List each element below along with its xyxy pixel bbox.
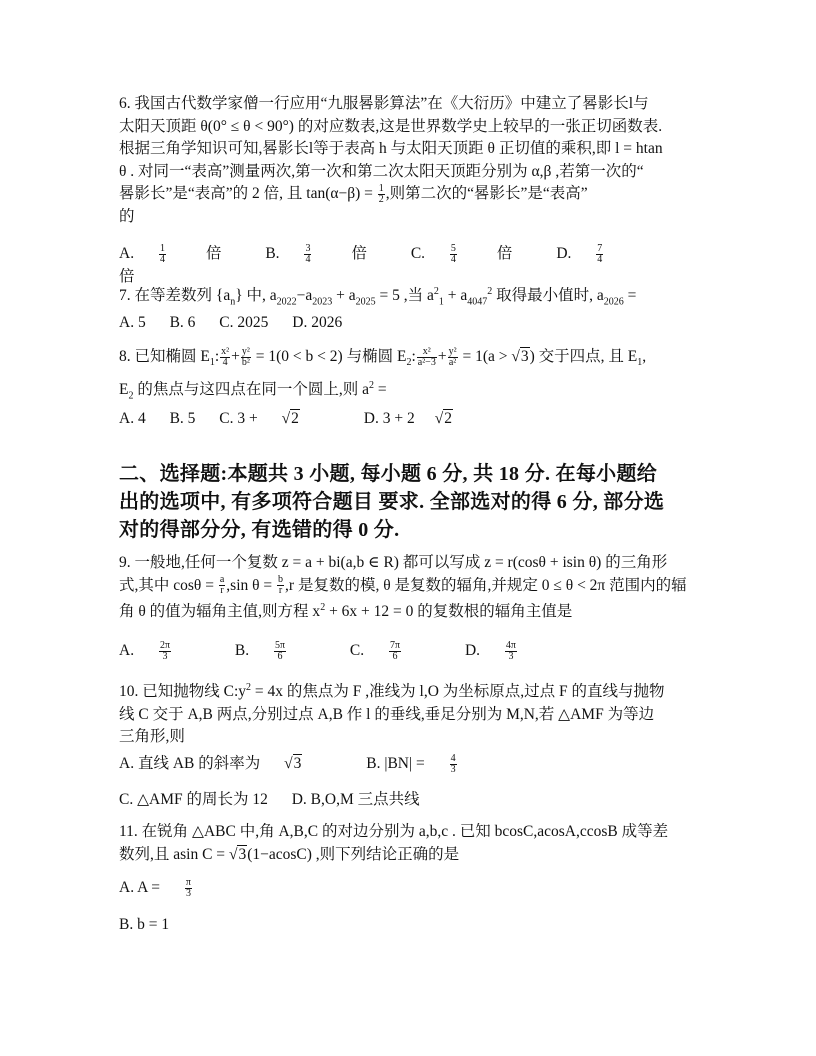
q8-line: $E_2$ 的焦点与这四点在同一个圆上,则 $a^2$ = — [119, 379, 387, 401]
q9-line: 式,其中 cosθ = $\frac{a}{r}$ ,sin θ = $\frac{b}{r}$ ,r 是复数的模, θ 是复数的辐角,并规定 0 ≤ θ < 2π 范围内的辐 — [119, 574, 687, 597]
q6-line: 根据三角学知识可知,晷影长l等于表高 h 与太阳天顶距 θ 正切值的乘积,即 l = htan — [119, 140, 663, 157]
option-a: A. 直线 AB 的斜率为 √3 — [119, 755, 302, 772]
option-d: D. $\frac{7}{4}$ 倍 — [119, 242, 603, 285]
option-b: B. 6 — [169, 314, 196, 331]
question-11 — [119, 821, 697, 866]
q10-line: 三角形,则 — [119, 728, 185, 746]
fraction: $\frac{1}{2}$ — [378, 182, 384, 205]
option-c: C. $\frac{5}{4}$ 倍 — [410, 242, 513, 265]
option-d: D. 3 + 2 √2 — [363, 410, 452, 427]
q11-option-a — [119, 877, 697, 900]
q9-line: 角 θ 的值为辐角主值,则方程 $x^2 + 6x + 12 = 0$ 的复数根的辐角主值是 — [119, 602, 573, 621]
q9-line: 9. 一般地,任何一个复数 z = a + bi(a,b ∈ R) 都可以写成 z = r(cosθ + isin θ) 的三角形 — [119, 554, 668, 571]
option-c: C. 2025 — [219, 314, 269, 331]
question-10 — [119, 677, 697, 749]
q10-line: 线 C 交于 A,B 两点,分别过点 A,B 作 l 的垂线,垂足分别为 M,N,若 △AMF 为等边 — [119, 705, 655, 723]
q11-line: 数列,且 asin C = √3(1−acosC) ,则下列结论正确的是 — [119, 845, 460, 863]
q8-options — [119, 408, 697, 431]
option-a: A. $\frac{1}{4}$ 倍 — [119, 242, 222, 265]
option-b: B. $\frac{5\pi}{6}$ — [234, 639, 286, 662]
section-heading: 二、选择题:本题共 3 小题, 每小题 6 分, 共 18 分. 在每小题给 出的选项中, 有多项符合题目 要求. 全部选对的得 6 分, 部分选 对的得部分分, 有选错的得 0 分. — [119, 463, 665, 541]
option-a: A. 5 — [119, 314, 146, 331]
q10-options-ab — [119, 753, 697, 776]
q9-options — [119, 640, 697, 663]
q11-option-b — [119, 914, 697, 937]
option-d: D. 2026 — [292, 314, 343, 331]
q6-line: 6. 我国古代数学家僧一行应用“九服晷影算法”在《大衍历》中建立了晷影长l与 — [119, 95, 649, 112]
question-6 — [119, 93, 697, 228]
option-a: A. $\frac{2\pi}{3}$ — [119, 639, 171, 662]
option-d: D. $\frac{4\pi}{3}$ — [464, 639, 516, 662]
q8-line: 8. 已知椭圆 $E_1$: $\frac{\text{x²}}{4}$ + $\frac{\text{y²}}{\text{b²}}$ = 1(0 < b < 2) 与椭圆 $E_2$: $\frac{\text{x²}}{\text{a²−3}}$ + $\frac{\text{y²}}{\text{a²}}$ = 1(a > √3) 交于四点, 且 $E_1$, — [119, 345, 647, 369]
q11-line: 11. 在锐角 △ABC 中,角 A,B,C 的对边分别为 a,b,c . 已知 bcosC,acosA,ccosB 成等差 — [119, 823, 669, 840]
option-d: D. B,O,M 三点共线 — [291, 791, 420, 808]
option-c: C. $\frac{7\pi}{6}$ — [349, 639, 401, 662]
option-c: C. 3 + √2 — [219, 410, 299, 427]
q6-line: 太阳天顶距 θ(0° ≤ θ < 90°) 的对应数表,这是世界数学史上较早的一张正切函数表. — [119, 117, 663, 135]
option-b: B. 5 — [169, 410, 196, 427]
q7-line: 7. 在等差数列 $\{a_n\}$ 中, $a_{2022}-a_{2023} + a_{2025} = 5$ ,当 $a^2_1 + a_{4047}^2$ 取得最小值时, $a_{2026}$ = — [119, 286, 637, 308]
q6-line: 晷影长”是“表高”的 2 倍, 且 tan(α−β) = $\frac{1}{2}$ ,则第二次的“晷影长”是“表高” — [119, 182, 588, 205]
question-9 — [119, 552, 697, 624]
q10-line: 10. 已知抛物线 $C:y^2 = 4x$ 的焦点为 F ,准线为 l,O 为坐标原点,过点 F 的直线与抛物 — [119, 682, 665, 701]
question-8 — [119, 346, 697, 407]
question-7 — [119, 281, 697, 314]
option-c: C. △AMF 的周长为 12 — [119, 791, 268, 808]
q10-options-cd — [119, 789, 697, 812]
q6-line: θ . 对同一“表高”测量两次,第一次和第二次太阳天顶距分别为 α,β ,若第一次的“ — [119, 162, 644, 180]
option-a: A. 4 — [119, 410, 146, 427]
option-a: A. A = $\frac{\pi}{3}$ — [119, 876, 191, 899]
option-b: B. |BN| = $\frac{4}{3}$ — [366, 752, 456, 775]
option-b: B. b = 1 — [119, 916, 170, 933]
q6-line: 的 — [119, 207, 135, 225]
q7-options — [119, 312, 697, 335]
option-b: B. $\frac{3}{4}$ 倍 — [265, 242, 367, 265]
